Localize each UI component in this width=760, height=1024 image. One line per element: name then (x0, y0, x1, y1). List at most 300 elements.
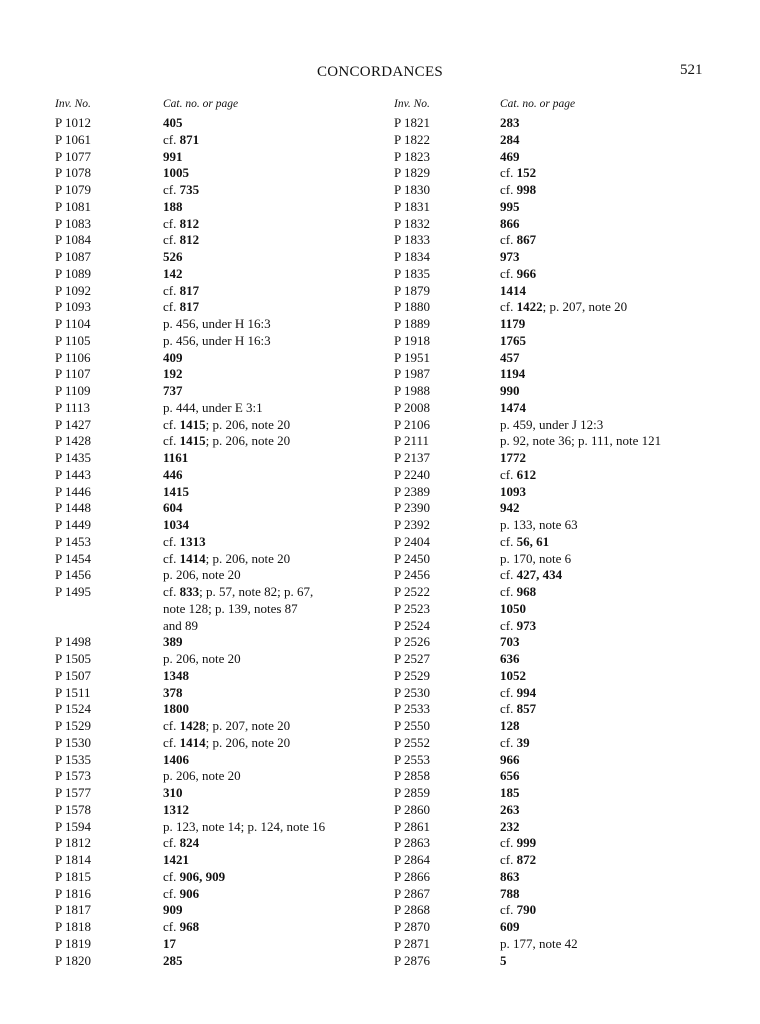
catalogue-reference (394, 199, 734, 216)
catalogue-reference (55, 852, 390, 869)
inventory-number: P 2527 (394, 651, 430, 666)
catalogue-number: 1421 (163, 852, 189, 867)
catalogue-number: 968 (516, 584, 537, 599)
inventory-number: P 1918 (394, 332, 430, 348)
catalogue-reference (394, 283, 734, 300)
reference-text: cf. (500, 533, 517, 549)
concordance-row (55, 534, 390, 551)
concordance-row (55, 517, 390, 534)
catalogue-reference (394, 299, 734, 316)
concordance-row (394, 685, 734, 702)
catalogue-reference (394, 266, 734, 283)
catalogue-number: 1313 (179, 533, 206, 549)
inventory-number: P 1083 (55, 215, 91, 231)
inventory-number: P 1835 (394, 265, 430, 281)
inventory-number: P 2866 (394, 868, 430, 884)
catalogue-reference (394, 333, 734, 350)
catalogue-number: 1428 (179, 718, 206, 733)
catalogue-reference (394, 668, 734, 685)
catalogue-number: 656 (500, 768, 520, 784)
catalogue-number: 973 (500, 249, 520, 264)
reference-text: cf. (500, 232, 517, 248)
inventory-number: P 1573 (55, 768, 91, 784)
catalogue-reference (394, 584, 734, 601)
inventory-number: P 2870 (394, 919, 430, 934)
catalogue-reference (394, 450, 734, 467)
catalogue-number: 998 (516, 182, 537, 197)
concordance-row (394, 651, 734, 668)
concordance-row (394, 886, 734, 903)
catalogue-reference (394, 768, 734, 785)
concordance-row (394, 283, 734, 300)
catalogue-reference (55, 383, 390, 400)
catalogue-number: 285 (163, 952, 183, 968)
concordance-row (394, 417, 734, 434)
inventory-number: P 1078 (55, 165, 91, 181)
catalogue-number: 1052 (500, 667, 526, 683)
catalogue-number: 703 (500, 634, 520, 650)
catalogue-number: 609 (500, 919, 520, 934)
concordance-row (55, 953, 390, 970)
inventory-number: P 1498 (55, 634, 91, 650)
catalogue-number: 995 (500, 198, 520, 214)
catalogue-number: 604 (163, 500, 183, 516)
catalogue-reference (55, 701, 390, 718)
catalogue-reference (394, 752, 734, 769)
inventory-number: P 1107 (55, 366, 91, 382)
catalogue-number: 427, 434 (516, 567, 563, 583)
catalogue-number: 1765 (500, 332, 526, 348)
inventory-number: P 1529 (55, 718, 91, 733)
inventory-number: P 1822 (394, 131, 430, 147)
catalogue-reference (55, 953, 390, 970)
inventory-number: P 2106 (394, 416, 430, 432)
concordance-row (55, 718, 390, 735)
inventory-number: P 1530 (55, 734, 91, 750)
reference-text: p. 456, under H 16:3 (163, 332, 271, 348)
catalogue-number: 526 (163, 249, 183, 264)
reference-text: cf. (500, 182, 517, 197)
concordance-row (55, 919, 390, 936)
catalogue-number: 636 (500, 651, 520, 666)
catalogue-reference (394, 551, 734, 568)
reference-text: cf. (163, 416, 180, 432)
catalogue-number: 812 (179, 232, 200, 248)
concordance-row (394, 701, 734, 718)
catalogue-number: 906 (179, 885, 200, 901)
catalogue-number: 812 (179, 215, 200, 231)
catalogue-number: 409 (163, 349, 183, 365)
catalogue-number: 1005 (163, 165, 189, 181)
inventory-number: P 1077 (55, 148, 91, 164)
catalogue-number: 1161 (163, 450, 189, 465)
inv-no-header: Inv. No. (55, 98, 91, 110)
concordance-row (394, 249, 734, 266)
catalogue-number: 966 (516, 265, 537, 281)
concordance-row (394, 366, 734, 383)
inventory-number: P 1815 (55, 868, 91, 884)
inventory-number: P 1061 (55, 131, 91, 147)
catalogue-reference (394, 852, 734, 869)
inventory-number: P 2389 (394, 483, 430, 499)
concordance-column-right (394, 98, 734, 969)
catalogue-reference (55, 366, 390, 383)
inventory-number: P 2529 (394, 667, 430, 683)
reference-text: cf. (163, 885, 180, 901)
catalogue-number: 1414 (179, 550, 206, 566)
concordance-row (394, 802, 734, 819)
inventory-number: P 2137 (394, 450, 430, 465)
inventory-number: P 1093 (55, 299, 91, 315)
concordance-row (55, 283, 390, 300)
inventory-number: P 1087 (55, 249, 91, 264)
reference-text: p. 206, note 20 (163, 768, 241, 784)
inventory-number: P 2240 (394, 466, 430, 482)
inventory-number: P 1817 (55, 902, 91, 918)
catalogue-reference (394, 802, 734, 819)
catalogue-reference (394, 936, 734, 953)
catalogue-reference (55, 886, 390, 903)
concordance-row (55, 350, 390, 367)
concordance-row (394, 333, 734, 350)
reference-text: p. 123, note 14; p. 124, note 16 (163, 818, 326, 834)
concordance-row (55, 149, 390, 166)
inventory-number: P 1106 (55, 349, 91, 365)
concordance-row (55, 651, 390, 668)
concordance-row (394, 149, 734, 166)
reference-text: ; p. 206, note 20 (205, 433, 291, 449)
catalogue-reference (55, 165, 390, 182)
catalogue-number: 142 (163, 265, 183, 281)
concordance-row (394, 819, 734, 836)
catalogue-number: 817 (179, 299, 200, 315)
concordance-row (394, 668, 734, 685)
concordance-row (394, 115, 734, 132)
inventory-number: P 1880 (394, 299, 430, 315)
catalogue-number: 863 (500, 868, 520, 884)
catalogue-reference (55, 115, 390, 132)
catalogue-reference (55, 467, 390, 484)
catalogue-number: 1034 (163, 517, 189, 532)
catalogue-reference (394, 835, 734, 852)
inventory-number: P 1812 (55, 835, 91, 851)
concordance-row (55, 417, 390, 434)
concordance-row (394, 199, 734, 216)
reference-text: cf. (500, 734, 517, 750)
reference-text: cf. (163, 734, 180, 750)
concordance-row (394, 567, 734, 584)
reference-text: p. 133, note 63 (500, 517, 578, 532)
catalogue-number: 1772 (500, 450, 526, 465)
reference-text: cf. (163, 835, 180, 851)
inventory-number: P 1879 (394, 282, 430, 298)
concordance-row (394, 785, 734, 802)
concordance-row (55, 299, 390, 316)
concordance-row (394, 534, 734, 551)
inventory-number: P 1089 (55, 265, 91, 281)
concordance-row (394, 735, 734, 752)
catalogue-number: 128 (500, 718, 520, 733)
catalogue-number: 1406 (163, 751, 189, 767)
concordance-row (394, 584, 734, 601)
reference-text: cf. (163, 232, 180, 248)
concordance-row (394, 936, 734, 953)
inventory-number: P 2450 (394, 550, 430, 566)
concordance-row (394, 232, 734, 249)
inventory-number: P 1816 (55, 885, 91, 901)
catalogue-reference (55, 350, 390, 367)
catalogue-reference (394, 601, 734, 618)
catalogue-reference (55, 333, 390, 350)
concordance-row (55, 584, 390, 634)
catalogue-reference (394, 165, 734, 182)
inventory-number: P 1832 (394, 215, 430, 231)
inventory-number: P 2523 (394, 600, 430, 616)
catalogue-number: 966 (500, 751, 520, 767)
concordance-row (55, 484, 390, 501)
concordance-row (55, 400, 390, 417)
inventory-number: P 2876 (394, 952, 430, 968)
catalogue-number: 192 (163, 366, 183, 382)
reference-text: ; p. 206, note 20 (205, 550, 291, 566)
catalogue-number: 310 (163, 785, 183, 800)
catalogue-number: 909 (163, 902, 183, 918)
catalogue-reference (394, 182, 734, 199)
cat-no-header: Cat. no. or page (500, 98, 576, 110)
inventory-number: P 2859 (394, 785, 430, 800)
concordance-list (55, 115, 390, 969)
cat-no-header: Cat. no. or page (163, 98, 239, 110)
concordance-row (55, 249, 390, 266)
concordance-row (55, 333, 390, 350)
inventory-number: P 2008 (394, 399, 430, 415)
reference-text: cf. (500, 567, 517, 583)
inventory-number: P 2861 (394, 818, 430, 834)
concordance-row (55, 232, 390, 249)
reference-text: cf. (500, 584, 517, 599)
catalogue-number: 446 (163, 466, 183, 482)
catalogue-number: 457 (500, 349, 520, 365)
inventory-number: P 2526 (394, 634, 430, 650)
concordance-row (55, 752, 390, 769)
catalogue-number: 283 (500, 115, 520, 130)
concordance-row (394, 618, 734, 635)
inventory-number: P 2522 (394, 584, 430, 599)
concordance-row (394, 768, 734, 785)
inventory-number: P 1084 (55, 232, 91, 248)
catalogue-reference (394, 417, 734, 434)
catalogue-reference (394, 534, 734, 551)
concordance-row (55, 216, 390, 233)
catalogue-reference (55, 902, 390, 919)
concordance-row (394, 400, 734, 417)
reference-text: p. 177, note 42 (500, 935, 578, 951)
inventory-number: P 2404 (394, 533, 430, 549)
catalogue-number: 378 (163, 684, 183, 700)
column-header (394, 98, 734, 115)
catalogue-reference (55, 232, 390, 249)
concordance-row (394, 500, 734, 517)
concordance-list (394, 115, 734, 969)
page-title: CONCORDANCES (316, 64, 444, 80)
concordance-row (55, 500, 390, 517)
concordance-row (394, 752, 734, 769)
catalogue-number: 469 (500, 148, 520, 164)
inventory-number: P 1594 (55, 818, 91, 834)
catalogue-number: 994 (516, 684, 537, 700)
catalogue-reference (55, 283, 390, 300)
catalogue-reference (394, 618, 734, 635)
page-number: 521 (680, 62, 703, 78)
inventory-number: P 2863 (394, 835, 430, 851)
catalogue-reference (55, 735, 390, 752)
catalogue-number: 1414 (500, 282, 526, 298)
concordance-row (55, 182, 390, 199)
reference-text: ; p. 206, note 20 (205, 416, 291, 432)
catalogue-reference (394, 735, 734, 752)
reference-text: p. 459, under J 12:3 (500, 416, 604, 432)
concordance-row (394, 182, 734, 199)
concordance-row (55, 450, 390, 467)
catalogue-number: 263 (500, 801, 520, 817)
catalogue-reference (55, 316, 390, 333)
catalogue-reference (55, 517, 390, 534)
concordance-row (55, 701, 390, 718)
catalogue-number: 1093 (500, 483, 526, 499)
catalogue-reference (55, 685, 390, 702)
catalogue-reference (55, 417, 390, 434)
concordance-row (55, 802, 390, 819)
inventory-number: P 1507 (55, 667, 91, 683)
inventory-number: P 1495 (55, 584, 91, 599)
catalogue-reference (55, 182, 390, 199)
concordance-row (55, 768, 390, 785)
inventory-number: P 1578 (55, 801, 91, 817)
catalogue-reference (55, 718, 390, 735)
catalogue-reference (394, 216, 734, 233)
reference-text: ; p. 207, note 20 (205, 718, 291, 733)
concordance-row (394, 132, 734, 149)
reference-text: p. 456, under H 16:3 (163, 316, 271, 331)
reference-text: cf. (500, 701, 517, 717)
catalogue-number: 1422 (516, 299, 543, 315)
inventory-number: P 2390 (394, 500, 430, 516)
inventory-number: P 2871 (394, 935, 430, 951)
concordance-row (394, 953, 734, 970)
reference-text: p. 170, note 6 (500, 550, 572, 566)
catalogue-number: 866 (500, 215, 520, 231)
reference-text: cf. (500, 299, 517, 315)
reference-text: cf. (500, 835, 517, 851)
catalogue-number: 56, 61 (516, 533, 550, 549)
inventory-number: P 2867 (394, 885, 430, 901)
reference-text: cf. (500, 617, 517, 633)
inventory-number: P 1834 (394, 249, 430, 264)
inventory-number: P 2864 (394, 852, 430, 867)
inventory-number: P 1577 (55, 785, 91, 800)
inventory-number: P 1505 (55, 651, 91, 666)
inventory-number: P 2111 (394, 433, 430, 449)
catalogue-reference (55, 584, 390, 634)
concordance-row (55, 835, 390, 852)
catalogue-number: 1415 (179, 433, 206, 449)
reference-text: cf. (500, 852, 517, 867)
concordance-row (394, 835, 734, 852)
catalogue-number: 871 (179, 131, 200, 147)
reference-text: cf. (163, 718, 180, 733)
catalogue-number: 405 (163, 115, 183, 130)
catalogue-reference (55, 551, 390, 568)
reference-text: cf. (163, 584, 180, 599)
catalogue-reference (394, 316, 734, 333)
catalogue-reference (394, 517, 734, 534)
concordance-row (55, 115, 390, 132)
catalogue-number: 968 (179, 919, 200, 934)
catalogue-number: 942 (500, 500, 520, 516)
concordance-row (55, 634, 390, 651)
inventory-number: P 2530 (394, 684, 430, 700)
catalogue-number: 152 (516, 165, 537, 181)
inventory-number: P 1830 (394, 182, 430, 197)
inventory-number: P 2860 (394, 801, 430, 817)
concordance-row (55, 852, 390, 869)
catalogue-reference (55, 216, 390, 233)
concordance-column-left (55, 98, 390, 969)
catalogue-reference (394, 701, 734, 718)
catalogue-reference (394, 718, 734, 735)
reference-text: cf. (500, 165, 517, 181)
catalogue-number: 999 (516, 835, 537, 851)
reference-text: cf. (163, 550, 180, 566)
catalogue-reference (55, 651, 390, 668)
inventory-number: P 1449 (55, 517, 91, 532)
concordance-row (55, 735, 390, 752)
catalogue-reference (55, 819, 390, 836)
catalogue-reference (394, 819, 734, 836)
concordance-row (394, 551, 734, 568)
concordance-row (394, 902, 734, 919)
inventory-number: P 1818 (55, 919, 91, 934)
catalogue-reference (55, 752, 390, 769)
inventory-number: P 1081 (55, 198, 91, 214)
catalogue-number: 612 (516, 466, 537, 482)
concordance-row (394, 165, 734, 182)
inventory-number: P 1456 (55, 567, 91, 583)
catalogue-reference (394, 433, 734, 450)
catalogue-reference (394, 383, 734, 400)
concordance-row (55, 316, 390, 333)
concordance-row (394, 919, 734, 936)
reference-text: cf. (163, 282, 180, 298)
catalogue-reference (394, 567, 734, 584)
concordance-row (55, 199, 390, 216)
catalogue-number: 1474 (500, 399, 526, 415)
catalogue-reference (55, 936, 390, 953)
reference-text: p. 206, note 20 (163, 567, 241, 583)
catalogue-reference (394, 869, 734, 886)
catalogue-reference (55, 433, 390, 450)
concordance-row (394, 869, 734, 886)
catalogue-number: 824 (179, 835, 200, 851)
catalogue-reference (394, 785, 734, 802)
catalogue-reference (55, 500, 390, 517)
catalogue-number: 1415 (179, 416, 206, 432)
inventory-number: P 2550 (394, 718, 430, 733)
reference-text: cf. (163, 868, 180, 884)
catalogue-number: 1348 (163, 667, 189, 683)
inventory-number: P 1535 (55, 751, 91, 767)
inventory-number: P 1988 (394, 383, 430, 398)
